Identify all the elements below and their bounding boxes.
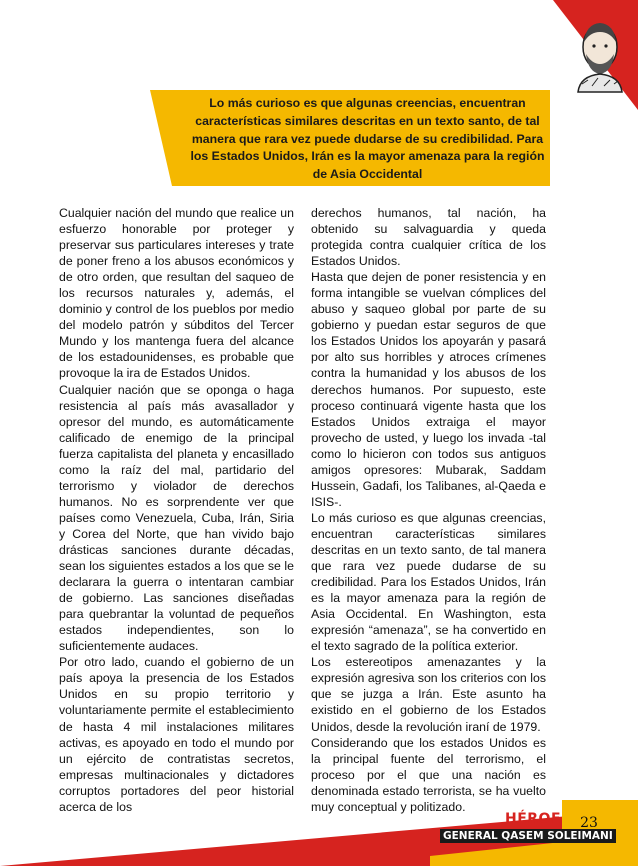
page-number: 23 <box>580 815 598 831</box>
paragraph: Cualquier nación del mundo que realice un esfuerzo honorable por proteger y preservar sus particulares intereses y trate de poner freno a los abusos económicos y de otro orden, que resultan del saqueo de los recursos naturales y, además, el dominio y control de los pueblos por medio del modelo patrón y súbditos del Tercer Mundo y los mantenga fuera del alcance de los estadounidenses, es probable que provoque la ira de Estados Unidos. <box>59 206 294 381</box>
magazine-subtitle: GENERAL QASEM SOLEIMANI <box>440 829 616 843</box>
portrait-icon <box>570 14 630 94</box>
text-column-left <box>59 205 294 815</box>
paragraph: Lo más curioso es que algunas creencias, encuentran características similares descritas en un texto santo, de tal manera que rara vez puede dudarse de su credibilidad. Para los Estados Unidos, Irán es la mayor amenaza para la región de Asia Occidental. En Washington, esta expresión “amenaza”, se ha convertido en el texto sagrado de la política exterior. <box>311 510 546 654</box>
pull-quote: Lo más curioso es que algunas creencias, encuentran características similares descritas en un texto santo, de tal manera que rara vez puede dudarse de su credibilidad. Para los Estados Unidos, Irán es la mayor amenaza para la región de Asia Occidental <box>190 96 545 182</box>
paragraph: Cualquier nación que se oponga o haga resistencia al país más avasallador y opresor del mundo, es automáticamente calificado de enemigo de la principal fuerza capitalista del planeta y encasillado como la raíz del mal, partidario del terrorismo y violador de derechos humanos. No es sorprendente ver que países como Venezuela, Cuba, Irán, Siria y Corea del Norte, que han vivido bajo drásticas sanciones durante décadas, sean los siguientes estados a los que se le declarara la guerra o intentaran cambiar de gobierno. Las sanciones diseñadas para quebrantar la voluntad de pequeños estados independientes, son lo suficientemente audaces. <box>59 382 294 654</box>
paragraph: Considerando que los estados Unidos es la principal fuente del terrorismo, el proceso por el que una nación es denominada estado terrorista, se ha vuelto muy conceptual y politizado. <box>311 735 546 814</box>
text-column-right <box>311 205 546 815</box>
paragraph: Hasta que dejen de poner resistencia y en forma intangible se vuelvan cómplices del abuso y saqueo global por parte de su gobierno y puedan estar seguros de que los Estados Unidos los apoyarán y pasará por alto sus horribles y atroces crímenes contra la humanidad y los abusos de los derechos humanos. Por supuesto, este proceso continuará vigente hasta que los Estados Unidos extraiga el mayor provecho de usted, y luego los invada -tal como lo hicieron con todos sus antiguos amigos opresores: Mubarak, Saddam Hussein, Gadafi, los Talibanes, al-Qaeda e ISIS-. <box>311 270 546 509</box>
paragraph: Por otro lado, cuando el gobierno de un país apoya la presencia de los Estados Unidos en su propio territorio y voluntariamente permite el establecimiento de hasta 4 mil instalaciones militares activas, es apoyado en todo el mundo por un ejército de contratistas secretos, empresas multinacionales y dictadores corruptos portadores del peor historial acerca de los <box>59 655 294 814</box>
paragraph: derechos humanos, tal nación, ha obtenido su salvaguardia y queda protegida contra cualquier crítica de los Estados Unidos. <box>311 206 546 269</box>
magazine-title: HÉROE <box>505 811 562 827</box>
paragraph: Los estereotipos amenazantes y la expresión agresiva son los criterios con los que se juzga a Irán. Este asunto ha existido en el gobierno de los Estados Unidos, desde la revolución iraní de 1979. <box>311 655 546 734</box>
